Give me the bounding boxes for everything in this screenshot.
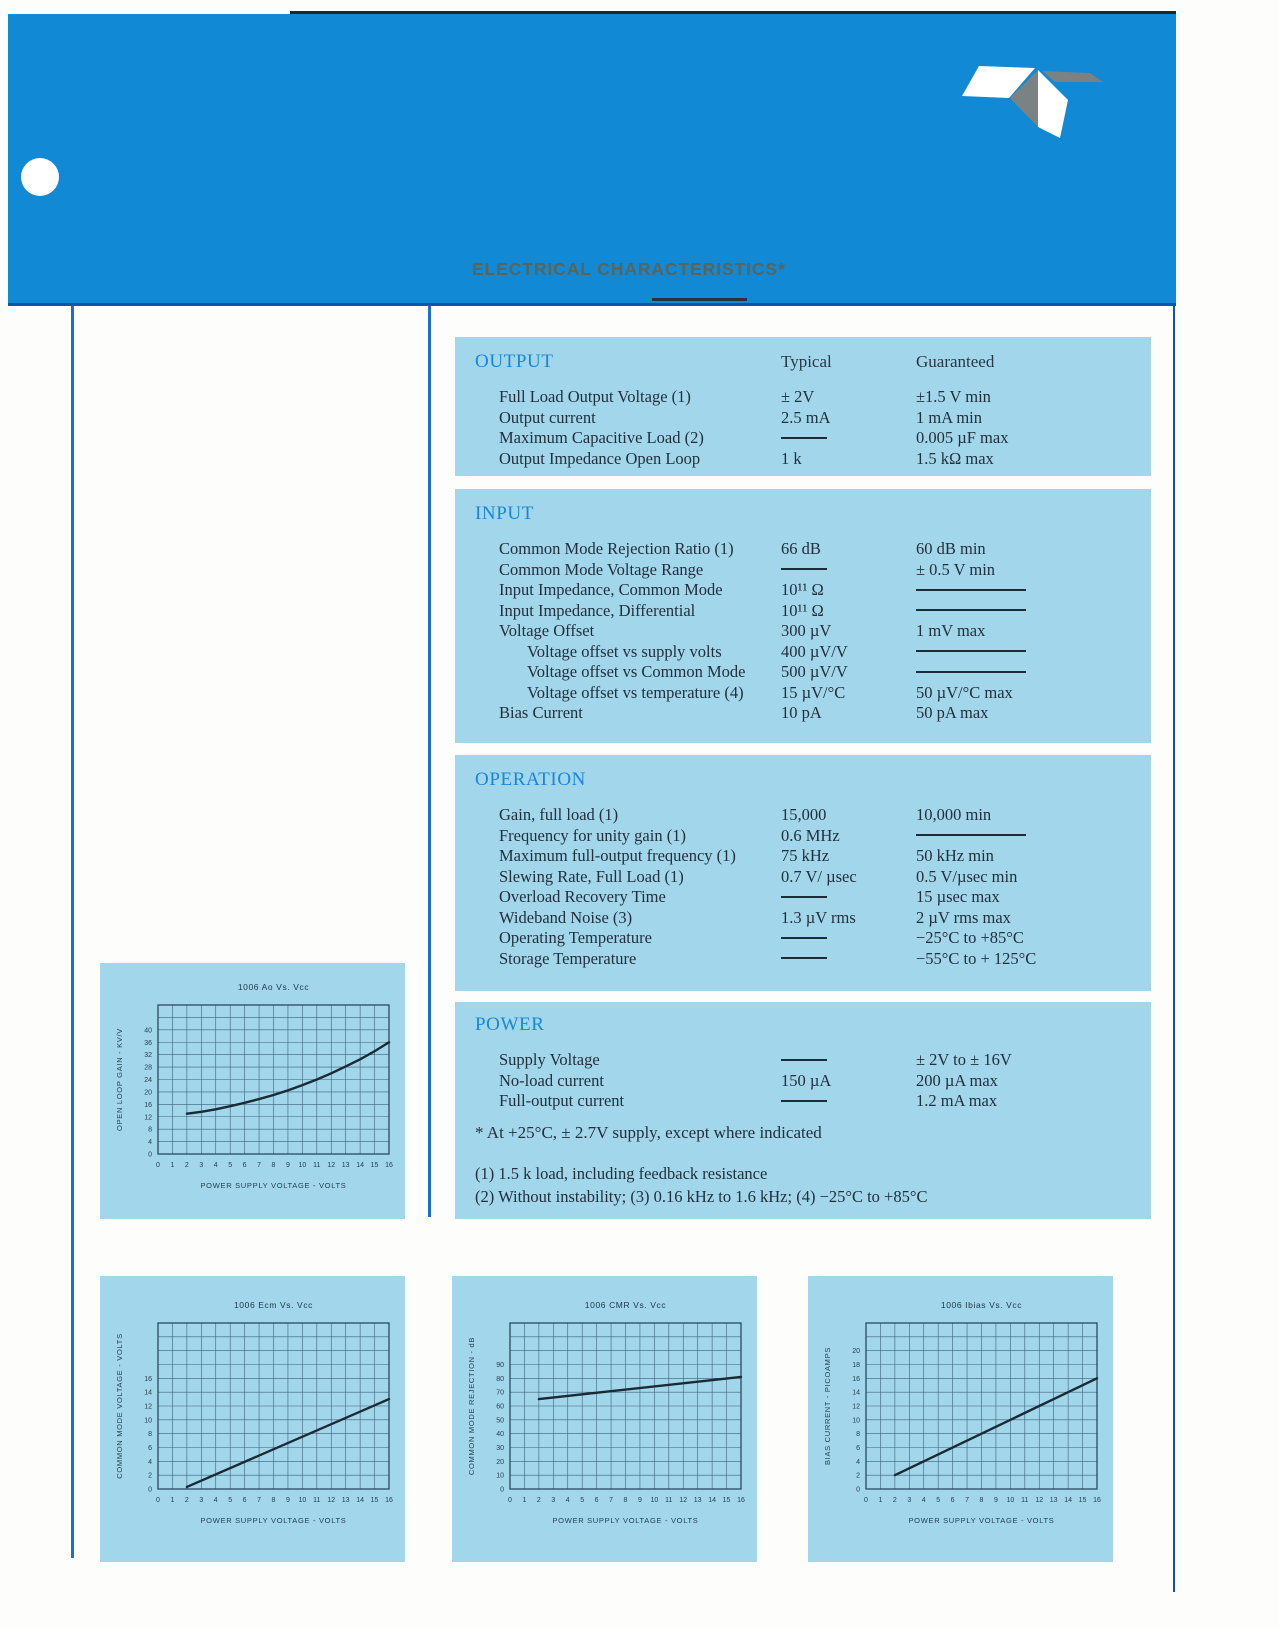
svg-text:4: 4	[856, 1458, 860, 1466]
svg-text:2: 2	[148, 1472, 152, 1480]
svg-text:32: 32	[144, 1052, 152, 1060]
chart-ecm-vs-vcc	[100, 1276, 405, 1562]
spec-row	[475, 1050, 1131, 1071]
spec-guaranteed-value	[916, 826, 1131, 847]
chart-panel-common-mode-voltage	[100, 1276, 405, 1562]
svg-text:60: 60	[496, 1403, 504, 1411]
svg-text:11: 11	[665, 1497, 673, 1504]
svg-text:16: 16	[852, 1375, 860, 1383]
spec-parameter: Wideband Noise (3)	[499, 907, 633, 927]
svg-text:10: 10	[496, 1472, 504, 1480]
svg-text:OPEN LOOP GAIN - KV/V: OPEN LOOP GAIN - KV/V	[115, 1028, 124, 1131]
spec-parameter: Voltage offset vs Common Mode	[527, 662, 746, 681]
spec-parameter: Slewing Rate, Full Load (1)	[499, 866, 684, 886]
svg-text:4: 4	[921, 1497, 926, 1504]
spec-typical-value: 10¹¹ Ω	[781, 600, 824, 620]
svg-text:4: 4	[565, 1497, 570, 1504]
table-header	[475, 769, 1131, 791]
power-spec-table	[455, 1002, 1151, 1219]
svg-text:20: 20	[852, 1348, 860, 1356]
spec-parameter: Maximum Capacitive Load (2)	[499, 428, 704, 447]
svg-text:16: 16	[385, 1497, 393, 1504]
svg-text:36: 36	[144, 1039, 152, 1047]
spec-row	[475, 428, 1131, 449]
no-value-dash	[781, 937, 827, 939]
svg-text:2: 2	[892, 1497, 897, 1504]
spec-typical-value: 15,000	[781, 805, 827, 824]
svg-text:10: 10	[852, 1417, 860, 1425]
spec-guaranteed-value: 50 µV/°C max	[916, 682, 1013, 702]
spec-row	[475, 887, 1131, 908]
svg-text:3: 3	[551, 1497, 556, 1504]
spec-row	[475, 387, 1131, 408]
spec-guaranteed-value: 15 µsec max	[916, 887, 1000, 906]
footnote-line: (1) 1.5 k load, including feedback resistance	[475, 1163, 768, 1183]
power-table-rows	[475, 1014, 1131, 1112]
svg-text:24: 24	[144, 1077, 152, 1084]
header-banner	[8, 14, 1176, 306]
section-title: OPERATION	[475, 769, 586, 790]
svg-text:7: 7	[257, 1162, 262, 1169]
spec-parameter: No-load current	[499, 1070, 604, 1090]
spec-guaranteed-value: ± 2V to ± 16V	[916, 1050, 1012, 1069]
svg-text:1: 1	[522, 1497, 527, 1504]
svg-text:1: 1	[170, 1162, 175, 1169]
spec-row	[475, 642, 1131, 663]
svg-text:20: 20	[496, 1458, 504, 1466]
spec-guaranteed-value	[916, 642, 1131, 663]
svg-text:14: 14	[1064, 1497, 1073, 1504]
spec-guaranteed-value: 0.005 µF max	[916, 428, 1009, 447]
chart-panel-common-mode-rejection	[452, 1276, 757, 1562]
svg-text:9: 9	[285, 1497, 290, 1504]
svg-text:11: 11	[313, 1162, 321, 1169]
table-header	[475, 351, 1131, 373]
spec-typical-value	[781, 887, 916, 908]
section-title: INPUT	[475, 503, 534, 524]
svg-text:10: 10	[298, 1162, 307, 1169]
svg-text:POWER SUPPLY VOLTAGE - VOLTS: POWER SUPPLY VOLTAGE - VOLTS	[908, 1516, 1055, 1525]
svg-text:8: 8	[271, 1497, 276, 1504]
svg-text:POWER SUPPLY VOLTAGE - VOLTS: POWER SUPPLY VOLTAGE - VOLTS	[200, 1181, 347, 1190]
spec-guaranteed-value: 1.5 kΩ max	[916, 448, 994, 468]
svg-text:13: 13	[1049, 1497, 1058, 1504]
svg-text:0: 0	[148, 1486, 152, 1494]
spec-guaranteed-value: 200 µA max	[916, 1070, 998, 1090]
svg-text:5: 5	[228, 1162, 233, 1169]
svg-text:6: 6	[242, 1497, 247, 1504]
svg-text:80: 80	[496, 1375, 504, 1383]
chart-cmr-vs-vcc	[452, 1276, 757, 1562]
svg-text:4: 4	[213, 1162, 218, 1169]
spec-parameter: Supply Voltage	[499, 1050, 600, 1069]
spec-guaranteed-value: 1 mV max	[916, 621, 986, 640]
svg-text:14: 14	[144, 1389, 152, 1397]
spec-guaranteed-value: −55°C to + 125°C	[916, 948, 1037, 968]
svg-text:0: 0	[500, 1486, 504, 1494]
svg-text:50: 50	[496, 1417, 504, 1425]
spec-parameter: Overload Recovery Time	[499, 887, 666, 906]
spec-typical-value	[781, 928, 916, 949]
svg-text:0: 0	[856, 1486, 860, 1494]
spec-guaranteed-value: 0.5 V/µsec min	[916, 866, 1018, 886]
no-value-dash	[781, 437, 827, 439]
svg-text:8: 8	[856, 1431, 860, 1439]
svg-text:15: 15	[722, 1497, 731, 1504]
spec-row	[475, 703, 1131, 724]
svg-text:10: 10	[650, 1497, 659, 1504]
spec-guaranteed-value: 50 pA max	[916, 703, 989, 722]
svg-text:40: 40	[496, 1431, 504, 1439]
no-value-dash	[916, 609, 1026, 611]
spec-typical-value	[781, 428, 916, 449]
spec-row	[475, 949, 1131, 970]
svg-text:1006 Ecm Vs. Vcc: 1006 Ecm Vs. Vcc	[233, 1300, 314, 1310]
spec-typical-value: 1 k	[781, 448, 802, 468]
svg-text:6: 6	[148, 1445, 152, 1452]
spec-typical-value: 500 µV/V	[781, 662, 848, 681]
spec-parameter: Voltage Offset	[499, 621, 595, 640]
section-title: OUTPUT	[475, 351, 554, 372]
svg-text:5: 5	[580, 1497, 585, 1504]
teledyne-logo-icon	[960, 64, 1120, 154]
svg-text:9: 9	[637, 1497, 642, 1504]
svg-text:70: 70	[496, 1389, 504, 1397]
spec-guaranteed-value: 10,000 min	[916, 805, 992, 824]
spec-guaranteed-value: 1.2 mA max	[916, 1091, 998, 1110]
input-spec-table	[455, 489, 1151, 743]
svg-text:0: 0	[148, 1151, 152, 1159]
svg-text:3: 3	[907, 1497, 912, 1504]
no-value-dash	[781, 568, 827, 570]
spec-parameter: Full-output current	[499, 1091, 625, 1110]
svg-text:15: 15	[370, 1497, 379, 1504]
middle-vertical-rule	[428, 306, 431, 1217]
spec-typical-value: 75 kHz	[781, 846, 830, 865]
svg-text:12: 12	[327, 1162, 336, 1169]
spec-parameter: Common Mode Rejection Ratio (1)	[499, 539, 734, 558]
svg-text:9: 9	[285, 1162, 290, 1169]
spec-guaranteed-value: ±1.5 V min	[916, 387, 991, 406]
svg-text:10: 10	[1006, 1497, 1015, 1504]
svg-text:15: 15	[370, 1162, 379, 1169]
spec-row	[475, 846, 1131, 867]
spec-parameter: Output current	[499, 407, 596, 427]
svg-text:12: 12	[144, 1114, 152, 1122]
svg-text:12: 12	[144, 1403, 152, 1411]
svg-text:10: 10	[144, 1417, 152, 1425]
spec-guaranteed-value	[916, 662, 1131, 683]
svg-text:12: 12	[1035, 1497, 1044, 1504]
spec-typical-value: 2.5 mA	[781, 407, 831, 427]
svg-text:6: 6	[950, 1497, 955, 1504]
spec-parameter: Input Impedance, Common Mode	[499, 580, 723, 599]
svg-text:7: 7	[965, 1497, 970, 1504]
registration-mark	[652, 298, 747, 301]
svg-text:14: 14	[852, 1389, 860, 1397]
svg-text:14: 14	[356, 1497, 365, 1504]
spec-typical-value: 0.7 V/ µsec	[781, 866, 857, 886]
spec-parameter: Operating Temperature	[499, 928, 652, 947]
svg-text:POWER SUPPLY VOLTAGE - VOLTS: POWER SUPPLY VOLTAGE - VOLTS	[552, 1516, 699, 1525]
svg-text:40: 40	[144, 1027, 152, 1035]
svg-text:20: 20	[144, 1089, 152, 1097]
svg-text:16: 16	[737, 1497, 745, 1504]
no-value-dash	[781, 957, 827, 959]
spec-row	[475, 621, 1131, 642]
svg-text:12: 12	[327, 1497, 336, 1504]
svg-text:3: 3	[199, 1162, 204, 1169]
svg-text:8: 8	[148, 1126, 152, 1134]
svg-text:6: 6	[242, 1162, 247, 1169]
svg-text:1006 CMR Vs. Vcc: 1006 CMR Vs. Vcc	[584, 1300, 667, 1310]
no-value-dash	[916, 671, 1026, 673]
spec-parameter: Maximum full-output frequency (1)	[499, 846, 736, 865]
chart-panel-open-loop-gain	[100, 963, 405, 1219]
spec-typical-value	[781, 949, 916, 970]
svg-text:11: 11	[1021, 1497, 1029, 1504]
spec-row	[475, 408, 1131, 429]
spec-typical-value	[781, 1091, 916, 1112]
svg-text:15: 15	[1078, 1497, 1087, 1504]
chart-ao-vs-vcc	[100, 963, 405, 1219]
svg-text:0: 0	[864, 1497, 868, 1504]
svg-text:28: 28	[144, 1064, 152, 1072]
spec-parameter: Storage Temperature	[499, 948, 637, 968]
spec-typical-value: 10¹¹ Ω	[781, 580, 824, 599]
spec-typical-value: 0.6 MHz	[781, 825, 840, 845]
spec-row	[475, 908, 1131, 929]
spec-guaranteed-value: 60 dB min	[916, 539, 986, 558]
spec-parameter: Gain, full load (1)	[499, 805, 619, 824]
svg-text:9: 9	[993, 1497, 998, 1504]
svg-text:8: 8	[271, 1162, 276, 1169]
svg-text:7: 7	[257, 1497, 262, 1504]
spec-typical-value: 66 dB	[781, 539, 821, 558]
column-header: Typical	[781, 352, 832, 371]
svg-text:2: 2	[184, 1162, 189, 1169]
svg-text:6: 6	[594, 1497, 599, 1504]
chart-panel-bias-current	[808, 1276, 1113, 1562]
svg-text:16: 16	[144, 1101, 152, 1109]
svg-text:4: 4	[148, 1458, 152, 1466]
spec-guaranteed-value	[916, 580, 1131, 601]
left-vertical-rule	[71, 306, 74, 1558]
svg-text:16: 16	[144, 1375, 152, 1383]
svg-text:4: 4	[148, 1139, 152, 1147]
spec-guaranteed-value: ± 0.5 V min	[916, 559, 996, 579]
spec-parameter: Output Impedance Open Loop	[499, 448, 701, 468]
svg-text:90: 90	[496, 1362, 504, 1369]
svg-text:14: 14	[356, 1162, 365, 1169]
svg-text:18: 18	[852, 1362, 860, 1369]
spec-row	[475, 867, 1131, 888]
spec-row	[475, 928, 1131, 949]
svg-text:0: 0	[508, 1497, 512, 1504]
svg-text:1: 1	[170, 1497, 175, 1504]
svg-text:12: 12	[679, 1497, 688, 1504]
spec-typical-value: 10 pA	[781, 703, 822, 722]
svg-text:COMMON MODE VOLTAGE - VOLTS: COMMON MODE VOLTAGE - VOLTS	[115, 1333, 124, 1479]
footnote-line: (2) Without instability; (3) 0.16 kHz to 1.6 kHz; (4) −25°C to +85°C	[475, 1186, 928, 1206]
svg-text:13: 13	[341, 1162, 350, 1169]
svg-text:6: 6	[856, 1445, 860, 1452]
spec-typical-value: 150 µA	[781, 1070, 832, 1090]
operation-spec-table	[455, 755, 1151, 991]
page-title: ELECTRICAL CHARACTERISTICS*	[472, 259, 786, 279]
no-value-dash	[916, 650, 1026, 652]
svg-text:1006 Ao Vs. Vcc: 1006 Ao Vs. Vcc	[237, 982, 310, 992]
svg-text:5: 5	[228, 1497, 233, 1504]
no-value-dash	[916, 834, 1026, 836]
svg-text:3: 3	[199, 1497, 204, 1504]
spec-guaranteed-value: 50 kHz min	[916, 846, 994, 865]
svg-text:4: 4	[213, 1497, 218, 1504]
column-header: Guaranteed	[916, 352, 995, 371]
spec-typical-value: 400 µV/V	[781, 641, 848, 661]
svg-text:8: 8	[148, 1431, 152, 1439]
svg-text:10: 10	[298, 1497, 307, 1504]
svg-text:2: 2	[536, 1497, 541, 1504]
section-title: POWER	[475, 1014, 545, 1035]
svg-text:POWER SUPPLY VOLTAGE - VOLTS: POWER SUPPLY VOLTAGE - VOLTS	[200, 1516, 347, 1525]
right-vertical-rule	[1173, 306, 1175, 1592]
footnote-list	[475, 1162, 1131, 1208]
svg-text:0: 0	[156, 1162, 160, 1169]
punch-hole	[21, 158, 59, 196]
spec-row	[475, 826, 1131, 847]
svg-text:7: 7	[609, 1497, 614, 1504]
spec-row	[475, 1091, 1131, 1112]
svg-text:30: 30	[496, 1445, 504, 1452]
chart-ibias-vs-vcc	[808, 1276, 1113, 1562]
spec-row	[475, 683, 1131, 704]
spec-typical-value	[781, 560, 916, 581]
spec-row	[475, 1071, 1131, 1092]
svg-text:14: 14	[708, 1497, 717, 1504]
spec-row	[475, 560, 1131, 581]
no-value-dash	[916, 589, 1026, 591]
spec-typical-value: ± 2V	[781, 387, 815, 406]
spec-guaranteed-value: −25°C to +85°C	[916, 928, 1024, 947]
table-header	[475, 503, 1131, 525]
svg-text:2: 2	[184, 1497, 189, 1504]
spec-row	[475, 662, 1131, 683]
svg-text:11: 11	[313, 1497, 321, 1504]
spec-row	[475, 449, 1131, 470]
table-header	[475, 1014, 1131, 1036]
no-value-dash	[781, 1100, 827, 1102]
footnote-star: * At +25°C, ± 2.7V supply, except where indicated	[475, 1122, 822, 1142]
spec-row	[475, 805, 1131, 826]
spec-typical-value	[781, 1050, 916, 1071]
spec-parameter: Bias Current	[499, 703, 583, 722]
no-value-dash	[781, 1059, 827, 1061]
svg-text:13: 13	[693, 1497, 702, 1504]
svg-text:16: 16	[385, 1162, 393, 1169]
svg-text:12: 12	[852, 1403, 860, 1411]
svg-text:5: 5	[936, 1497, 941, 1504]
no-value-dash	[781, 896, 827, 898]
spec-row	[475, 580, 1131, 601]
svg-text:COMMON MODE REJECTION - dB: COMMON MODE REJECTION - dB	[467, 1336, 476, 1476]
spec-row	[475, 601, 1131, 622]
spec-row	[475, 539, 1131, 560]
spec-parameter: Common Mode Voltage Range	[499, 559, 704, 579]
svg-text:2: 2	[856, 1472, 860, 1480]
spec-parameter: Full Load Output Voltage (1)	[499, 387, 691, 406]
spec-parameter: Voltage offset vs supply volts	[527, 641, 722, 661]
spec-typical-value: 300 µV	[781, 621, 832, 640]
spec-parameter: Input Impedance, Differential	[499, 600, 696, 620]
spec-typical-value: 1.3 µV rms	[781, 907, 856, 927]
svg-text:13: 13	[341, 1497, 350, 1504]
spec-guaranteed-value: 2 µV rms max	[916, 907, 1011, 927]
spec-parameter: Frequency for unity gain (1)	[499, 825, 686, 845]
svg-text:BIAS CURRENT - PICOAMPS: BIAS CURRENT - PICOAMPS	[823, 1346, 832, 1466]
spec-guaranteed-value	[916, 601, 1131, 622]
svg-text:8: 8	[623, 1497, 628, 1504]
svg-text:16: 16	[1093, 1497, 1101, 1504]
svg-text:1: 1	[878, 1497, 883, 1504]
spec-parameter: Voltage offset vs temperature (4)	[527, 682, 744, 702]
svg-text:0: 0	[156, 1497, 160, 1504]
spec-guaranteed-value: 1 mA min	[916, 407, 983, 427]
svg-text:8: 8	[979, 1497, 984, 1504]
spec-typical-value: 15 µV/°C	[781, 682, 846, 702]
output-spec-table	[455, 337, 1151, 476]
svg-text:1006 Ibias Vs. Vcc: 1006 Ibias Vs. Vcc	[940, 1300, 1023, 1310]
